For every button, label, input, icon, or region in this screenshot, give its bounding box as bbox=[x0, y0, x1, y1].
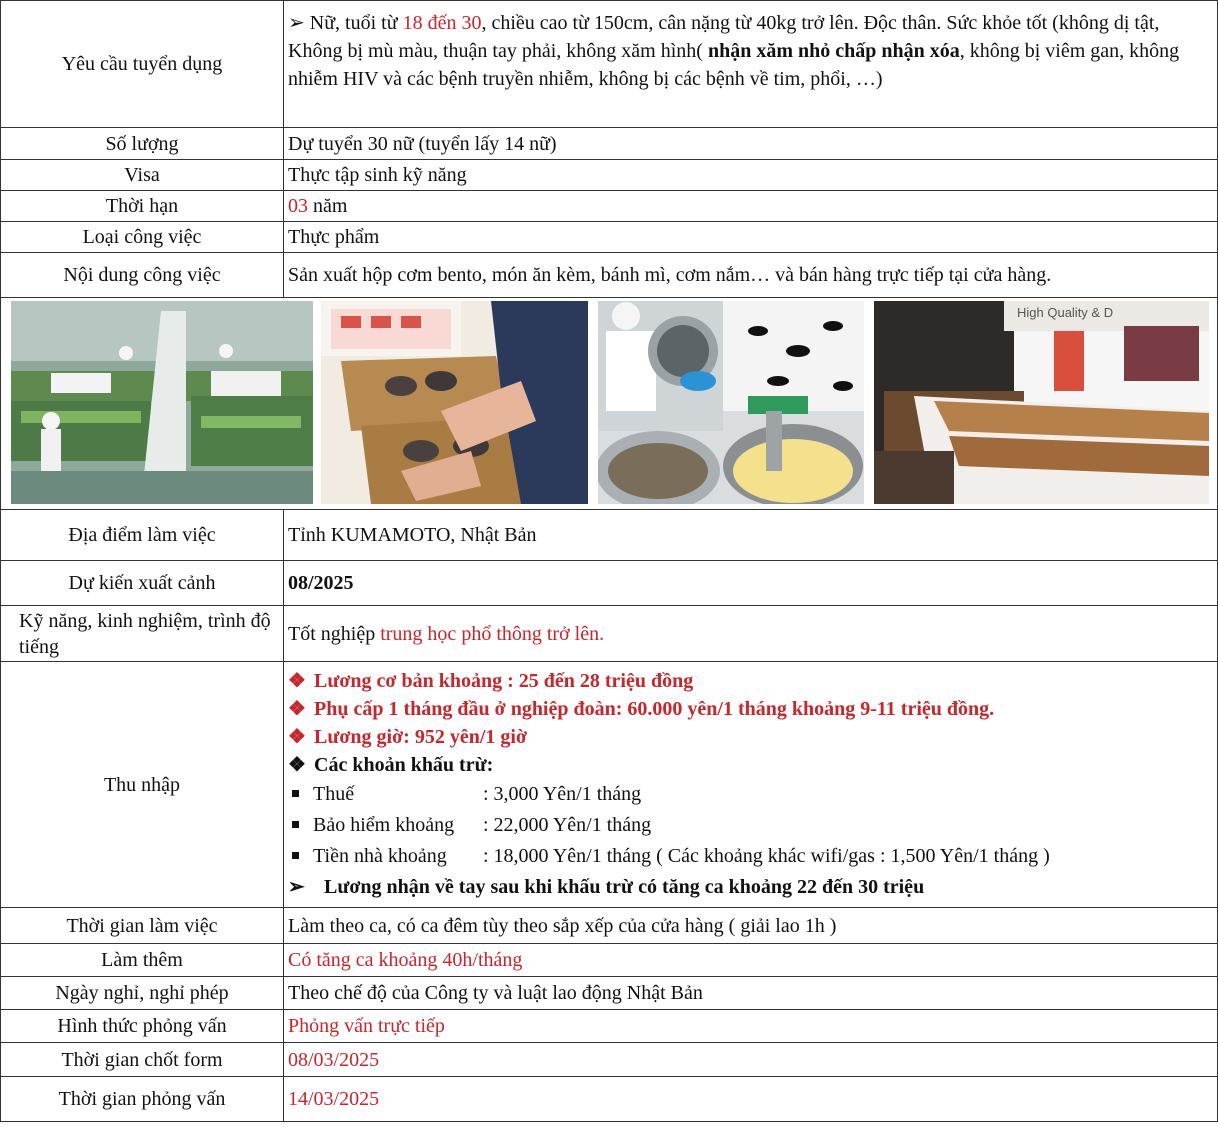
age-range: 18 đến 30 bbox=[402, 12, 482, 34]
shop-sign-text: High Quality & D bbox=[1017, 305, 1114, 320]
deduction-amount: : 3,000 Yên/1 tháng bbox=[483, 782, 642, 805]
row-visa bbox=[1, 160, 1218, 191]
req-text-3: , không bị viêm gan, không nhiễm HIV và các bệnh truyền nhiễm, không bị các bệnh về tim, phổi, …) bbox=[288, 40, 1180, 90]
label-overtime: Làm thêm bbox=[1, 944, 284, 977]
shop-display-photo bbox=[874, 301, 1209, 504]
arrow-icon: ➢ bbox=[288, 12, 305, 34]
value-leave: Theo chế độ của Công ty và luật lao động Nhật Bản bbox=[284, 977, 1218, 1010]
label-job-type: Loại công việc bbox=[1, 222, 284, 253]
row-job-content bbox=[1, 253, 1218, 298]
allowance-text: Phụ cấp 1 tháng đầu ở nghiệp đoàn: 60.000 yên/1 tháng khoảng 9-11 triệu đồng. bbox=[314, 697, 995, 720]
req-text-2: , chiều cao từ 150cm, cân nặng từ 40kg trở lên. Độc thân. Sức khỏe tốt (không dị tật, Không bị mù màu, thuận tay phải, không xăm hình( bbox=[288, 12, 1160, 62]
base-salary-text: Lương cơ bản khoảng : 25 đến 28 triệu đồng bbox=[314, 669, 694, 692]
label-interview-form: Hình thức phỏng vấn bbox=[1, 1010, 284, 1043]
tattoo-note: nhận xăm nhỏ chấp nhận xóa bbox=[707, 40, 960, 62]
deduction-item bbox=[288, 779, 1213, 810]
deduction-item bbox=[288, 810, 1213, 841]
value-location: Tỉnh KUMAMOTO, Nhật Bản bbox=[284, 510, 1218, 561]
value-skills bbox=[284, 606, 1218, 662]
deduction-name: Thuế bbox=[313, 782, 355, 805]
row-interview-date bbox=[1, 1077, 1218, 1122]
value-income bbox=[284, 662, 1218, 908]
row-deadline bbox=[1, 1043, 1218, 1077]
deduction-name: Tiền nhà khoảng bbox=[313, 844, 447, 867]
label-requirements: Yêu cầu tuyển dụng bbox=[1, 1, 284, 128]
deduction-amount: : 18,000 Yên/1 tháng ( Các khoảng khác wifi/gas : 1,500 Yên/1 tháng ) bbox=[483, 844, 1050, 867]
row-location bbox=[1, 510, 1218, 561]
row-skills bbox=[1, 606, 1218, 662]
skills-education: trung học phổ thông trở lên. bbox=[380, 622, 605, 645]
label-job-content: Nội dung công việc bbox=[1, 253, 284, 298]
row-overtime bbox=[1, 944, 1218, 977]
skills-prefix: Tốt nghiệp bbox=[288, 622, 381, 645]
onigiri-basket-photo bbox=[321, 301, 588, 504]
value-work-time: Làm theo ca, có ca đêm tùy theo sắp xếp của cửa hàng ( giải lao 1h ) bbox=[284, 908, 1218, 944]
row-requirements bbox=[1, 1, 1218, 128]
arrow-icon: ➢ bbox=[288, 875, 305, 898]
label-visa: Visa bbox=[1, 160, 284, 191]
label-interview-date: Thời gian phỏng vấn bbox=[1, 1077, 284, 1122]
value-visa: Thực tập sinh kỹ năng bbox=[284, 160, 1218, 191]
value-deadline: 08/03/2025 bbox=[284, 1043, 1218, 1077]
photo-strip-cell bbox=[1, 298, 1218, 510]
label-deadline: Thời gian chốt form bbox=[1, 1043, 284, 1077]
income-hourly bbox=[288, 723, 1213, 751]
diamond-icon: ❖ bbox=[288, 725, 306, 748]
square-bullet-icon bbox=[292, 790, 299, 797]
square-bullet-icon bbox=[292, 852, 299, 859]
value-overtime: Có tăng ca khoảng 40h/tháng bbox=[284, 944, 1218, 977]
deduction-amount: : 22,000 Yên/1 tháng bbox=[483, 813, 652, 836]
diamond-icon: ❖ bbox=[288, 669, 306, 692]
row-interview-form bbox=[1, 1010, 1218, 1043]
row-work-time bbox=[1, 908, 1218, 944]
value-job-type: Thực phẩm bbox=[284, 222, 1218, 253]
req-text-1: Nữ, tuổi từ bbox=[304, 12, 403, 34]
term-number: 03 bbox=[288, 195, 308, 217]
value-departure: 08/2025 bbox=[284, 561, 1218, 606]
kitchen-photo bbox=[598, 301, 864, 504]
value-term bbox=[284, 191, 1218, 222]
income-base-salary bbox=[288, 667, 1213, 695]
row-income bbox=[1, 662, 1218, 908]
label-quantity: Số lượng bbox=[1, 128, 284, 160]
label-term: Thời hạn bbox=[1, 191, 284, 222]
label-skills: Kỹ năng, kinh nghiệm, trình độ tiếng bbox=[1, 606, 284, 662]
income-net bbox=[288, 872, 1213, 903]
row-leave bbox=[1, 977, 1218, 1010]
factory-photo bbox=[11, 301, 313, 504]
row-quantity bbox=[1, 128, 1218, 160]
term-unit: năm bbox=[308, 195, 348, 217]
value-interview-form: Phỏng vấn trực tiếp bbox=[284, 1010, 1218, 1043]
label-income: Thu nhập bbox=[1, 662, 284, 908]
label-leave: Ngày nghỉ, nghỉ phép bbox=[1, 977, 284, 1010]
label-departure: Dự kiến xuất cảnh bbox=[1, 561, 284, 606]
row-job-type bbox=[1, 222, 1218, 253]
row-term bbox=[1, 191, 1218, 222]
square-bullet-icon bbox=[292, 821, 299, 828]
value-requirements bbox=[284, 1, 1218, 128]
value-job-content: Sản xuất hộp cơm bento, món ăn kèm, bánh mì, cơm nắm… và bán hàng trực tiếp tại cửa hàng. bbox=[284, 253, 1218, 298]
diamond-icon: ❖ bbox=[288, 697, 306, 720]
row-departure bbox=[1, 561, 1218, 606]
label-work-time: Thời gian làm việc bbox=[1, 908, 284, 944]
row-photos bbox=[1, 298, 1218, 510]
value-quantity: Dự tuyển 30 nữ (tuyển lấy 14 nữ) bbox=[284, 128, 1218, 160]
deduction-item bbox=[288, 841, 1213, 872]
income-deductions-title bbox=[288, 751, 1213, 779]
deduction-name: Bảo hiểm khoảng bbox=[313, 813, 455, 836]
hourly-text: Lương giờ: 952 yên/1 giờ bbox=[314, 725, 528, 748]
label-location: Địa điểm làm việc bbox=[1, 510, 284, 561]
net-income-text: Lương nhận về tay sau khi khấu trừ có tăng ca khoảng 22 đến 30 triệu bbox=[324, 875, 925, 898]
diamond-icon: ❖ bbox=[288, 753, 306, 776]
deductions-title-text: Các khoản khấu trừ: bbox=[314, 753, 494, 776]
income-allowance bbox=[288, 695, 1213, 723]
value-interview-date: 14/03/2025 bbox=[284, 1077, 1218, 1122]
